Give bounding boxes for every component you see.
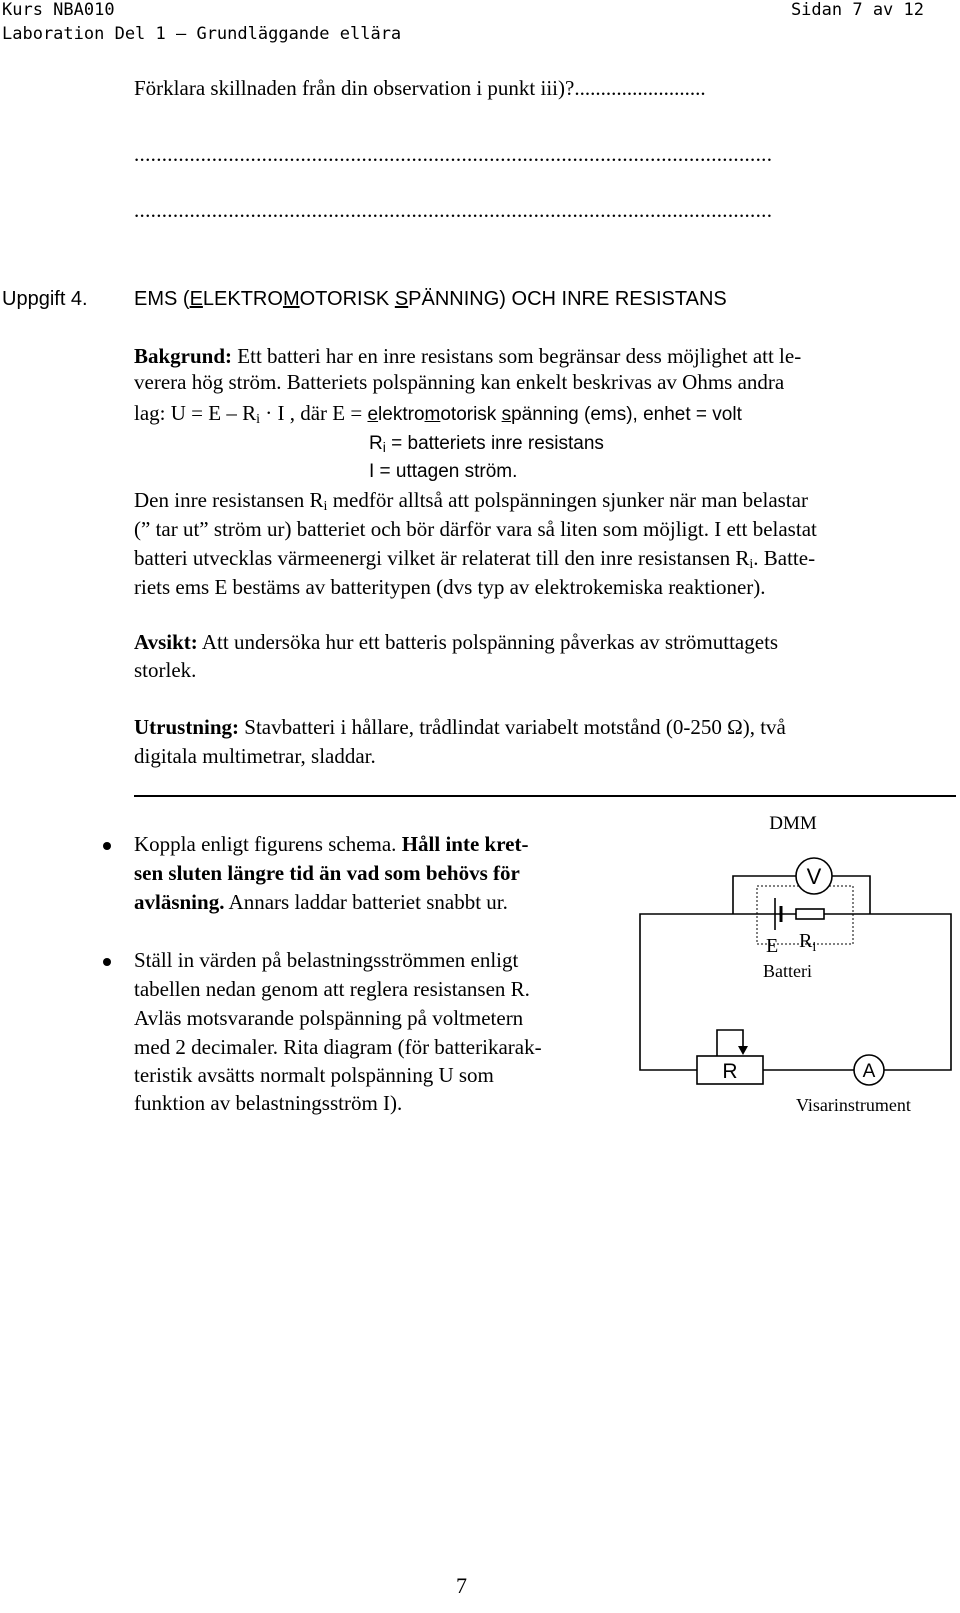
internal-resistor: [796, 909, 824, 919]
ri-definition: $R_i$ = batteriets inre resistans: [369, 433, 604, 455]
formula-line: lag: $U = E - R_i \cdot I$ , där E = elektromotorisk spänning (ems), enhet = volt: [134, 401, 742, 427]
ammeter-label: A: [862, 1061, 876, 1082]
purpose-line-2: storlek.: [134, 658, 197, 682]
wiper-arrow: [738, 1046, 748, 1055]
bullet-2-line-2: tabellen nedan genom att reglera resistansen R.: [134, 977, 530, 1001]
paragraph-line-2: (” tar ut” ström ur) batteriet och bör därför vara så liten som möjligt. I ett belastat: [134, 517, 817, 541]
purpose-line-1: Avsikt: Att undersöka hur ett batteris polspänning påverkas av strömuttagets: [134, 630, 779, 654]
ohms-formula: lag: $U = E - R_i$: [134, 401, 260, 427]
page-number: 7: [456, 1573, 467, 1598]
voltmeter-label: V: [806, 864, 822, 889]
resistor-label: R: [722, 1060, 738, 1083]
battery-label: Batteri: [763, 961, 812, 981]
course-code: Kurs NBA010: [2, 0, 115, 20]
current-definition: I = uttagen ström.: [369, 461, 518, 482]
bullet-2-line-5: teristik avsätts normalt polspänning U som: [134, 1063, 494, 1087]
answer-dots-1: ...................................................................................................................: [134, 142, 773, 166]
task-label: Uppgift 4.: [2, 288, 88, 310]
equipment-line-2: digitala multimetrar, sladdar.: [134, 744, 376, 768]
emf-label: E: [766, 935, 779, 957]
ri-label: $R_i$: [799, 930, 817, 955]
bullet-2-line-3: Avläs motsvarande polspänning på voltmetern: [134, 1006, 524, 1030]
background-line-1: Bakgrund: Ett batteri har en inre resistans som begränsar dess möjlighet att le-: [134, 344, 802, 368]
bullet-1-line-1: Koppla enligt figurens schema. Håll inte kret-: [134, 832, 529, 856]
answer-dots-2: ...................................................................................................................: [134, 198, 773, 222]
paragraph-line-4: riets ems E bestäms av batteritypen (dvs typ av elektrokemiska reaktioner).: [134, 575, 766, 599]
task-title: EMS (ELEKTROMOTORISK SPÄNNING) OCH INRE RESISTANS: [134, 288, 727, 310]
voltmeter-wire-left: [733, 876, 796, 914]
page-indicator: Sidan 7 av 12: [790, 0, 924, 20]
document-subtitle: Laboration Del 1 – Grundläggande ellära: [2, 24, 402, 44]
paragraph-line-3: batteri utvecklas värmeenergi vilket är relaterat till den inre resistansen $R_i$. Batte-: [134, 546, 816, 572]
background-line-2: verera hög ström. Batteriets polspänning kan enkelt beskrivas av Ohms andra: [134, 370, 785, 394]
resistor-wiper: [717, 1030, 743, 1056]
dmm-label: DMM: [769, 813, 817, 834]
voltmeter-wire-right: [832, 876, 870, 914]
bullet-1-line-3: avläsning. Annars laddar batteriet snabbt ur.: [134, 890, 508, 914]
bullet-2-line-4: med 2 decimaler. Rita diagram (för batterikarak-: [134, 1035, 542, 1059]
paragraph-line-1: Den inre resistansen $R_i$ medför alltså att polspänningen sjunker när man belastar: [134, 488, 808, 514]
question-text: Förklara skillnaden från din observation i punkt iii)?.........................: [134, 76, 706, 100]
bullet-2-line-1: Ställ in värden på belastningsströmmen enligt: [134, 948, 519, 972]
instrument-label: Visarinstrument: [796, 1095, 911, 1115]
wire-left: [640, 914, 744, 1070]
wire-right: [850, 914, 951, 1070]
bullet-1-line-2: sen sluten längre tid än vad som behövs för: [134, 861, 520, 885]
bullet-2-line-6: funktion av belastningsström I).: [134, 1091, 403, 1115]
ems-definition: elektromotorisk spänning (ems), enhet = volt: [367, 404, 742, 425]
equipment-line-1: Utrustning: Stavbatteri i hållare, trådlindat variabelt motstånd (0-250 Ω), två: [134, 715, 786, 739]
